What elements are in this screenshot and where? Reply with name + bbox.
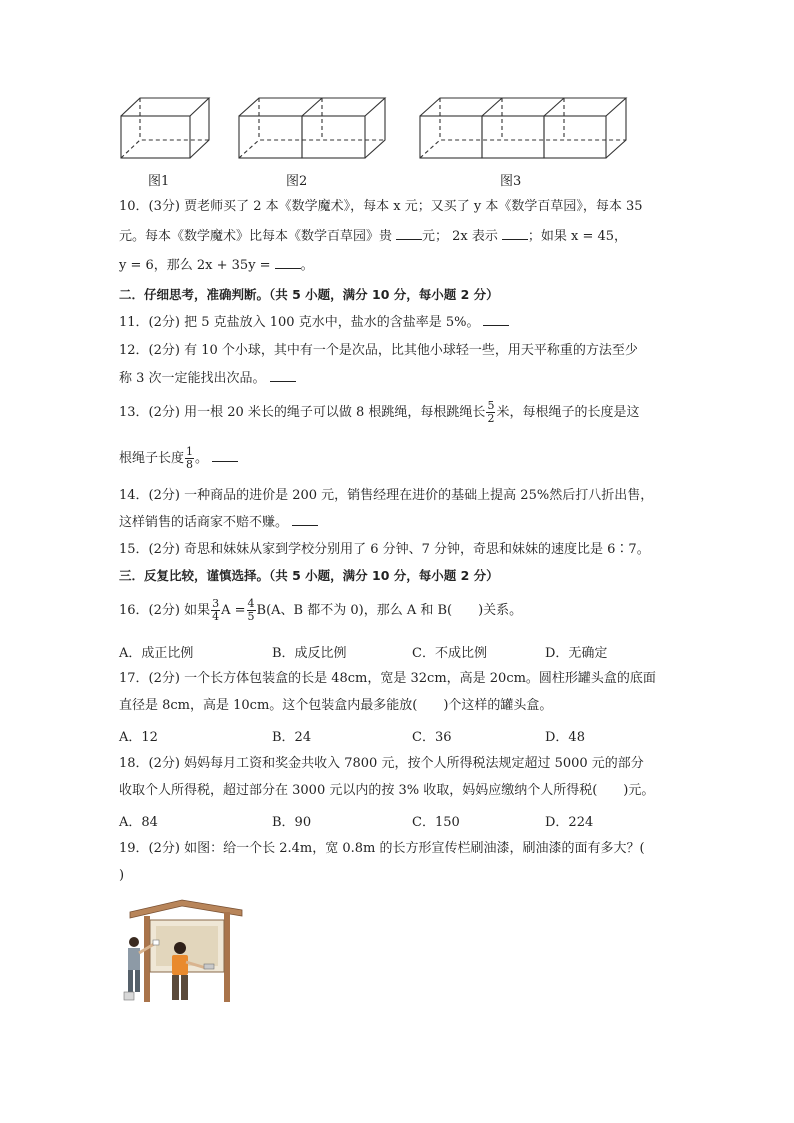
q16-fraction-2: $\frac{4}{5}$: [247, 597, 255, 623]
q18-line2: 收取个人所得税，超过部分在 3000 元以内的按 3% 收取，妈妈应缴纳个人所得税( )元。: [119, 783, 655, 798]
q10-blank3[interactable]: [275, 256, 301, 269]
q11: 11．(2分) 把 5 克盐放入 100 克水中，盐水的含盐率是 5%。: [119, 313, 509, 333]
q15: 15．(2分) 奇思和妹妹从家到学校分别用了 6 分钟、7 分钟，奇思和妹妹的速度比是 6∶7。: [119, 542, 650, 557]
q18-line1: 18．(2分) 妈妈每月工资和奖金共收入 7800 元，按个人所得税法规定超过 5000 元的部分: [119, 756, 644, 771]
q13-line2: 根绳子长度 $\frac{1}{8}$ 。: [119, 446, 238, 471]
q10-line2: 元。每本《数学魔术》比每本《数学百草园》贵 元； 2x 表示 ；如果 x = 45，: [119, 229, 628, 244]
q14-blank[interactable]: [292, 513, 318, 526]
q10-blank1[interactable]: [396, 227, 422, 240]
figure-2-caption: 图2: [286, 174, 308, 189]
q17-option-a[interactable]: A．12: [119, 730, 158, 745]
q18-option-b[interactable]: B．90: [272, 815, 312, 830]
q16-option-a[interactable]: A．成正比例: [119, 646, 194, 661]
q18-option-c[interactable]: C．150: [412, 815, 460, 830]
figure-3-caption: 图3: [500, 174, 522, 189]
q12-blank[interactable]: [270, 369, 296, 382]
figure-2-cuboids: [239, 98, 385, 158]
section-2-heading: 二．仔细思考，准确判断。（共 5 小题，满分 10 分，每小题 2 分）: [119, 287, 499, 302]
q16-option-d[interactable]: D．无确定: [545, 646, 608, 661]
section-3-heading: 三．反复比较，谨慎选择。（共 5 小题，满分 10 分，每小题 2 分）: [119, 568, 499, 583]
q10-line3: y = 6，那么 2x + 35y = 。: [119, 258, 314, 273]
q16-option-b[interactable]: B．成反比例: [272, 646, 347, 661]
q19-line1: 19．(2分) 如图：给一个长 2.4m，宽 0.8m 的长方形宣传栏刷油漆，刷油漆的面有多大？(: [119, 841, 645, 856]
notice-board-painting-illustration: [120, 898, 244, 1002]
q12-line1: 12．(2分) 有 10 个小球，其中有一个是次品，比其他小球轻一些，用天平称重的方法至少: [119, 343, 638, 358]
figure-1-caption: 图1: [148, 174, 170, 189]
q13-blank[interactable]: [212, 449, 238, 462]
q19-line2: ): [119, 868, 125, 883]
q13-fraction-2: $\frac{1}{8}$: [186, 445, 194, 471]
q10-blank2[interactable]: [502, 227, 528, 240]
q17-line2: 直径是 8cm，高是 10cm。这个包装盒内最多能放( )个这样的罐头盒。: [119, 698, 553, 713]
q14-line1: 14．(2分) 一种商品的进价是 200 元，销售经理在进价的基础上提高 25%然后打八折出售，: [119, 488, 654, 503]
q10-line1: 10．(3分) 贾老师买了 2 本《数学魔术》，每本 x 元；又买了 y 本《数学百草园》，每本 35: [119, 199, 643, 214]
q18-option-d[interactable]: D．224: [545, 815, 594, 830]
q17-option-c[interactable]: C．36: [412, 730, 452, 745]
q17-line1: 17．(2分) 一个长方体包装盒的长是 48cm，宽是 32cm，高是 20cm。圆柱形罐头盒的底面: [119, 671, 656, 686]
figure-3-cuboids: [420, 98, 626, 158]
q12-line2: 称 3 次一定能找出次品。: [119, 369, 296, 389]
q11-blank[interactable]: [483, 313, 509, 326]
q17-option-d[interactable]: D．48: [545, 730, 585, 745]
q16-stem: 16．(2分) 如果 $\frac{3}{4}$ A = $\frac{4}{5}$ B(A、B 都不为 0)，那么 A 和 B( )关系。: [119, 597, 523, 623]
q16-fraction-1: $\frac{3}{4}$: [212, 597, 220, 623]
q13-fraction-1: $\frac{5}{2}$: [487, 399, 495, 425]
figure-1-cuboid: [121, 98, 209, 158]
q18-option-a[interactable]: A．84: [119, 815, 158, 830]
q16-option-c[interactable]: C．不成比例: [412, 646, 487, 661]
cuboid-figures: [115, 94, 635, 166]
q14-line2: 这样销售的话商家不赔不赚。: [119, 513, 318, 533]
q13-line1: 13．(2分) 用一根 20 米长的绳子可以做 8 根跳绳，每根跳绳长 $\frac{5}{2}$ 米，每根绳子的长度是这: [119, 399, 640, 425]
q17-option-b[interactable]: B．24: [272, 730, 312, 745]
